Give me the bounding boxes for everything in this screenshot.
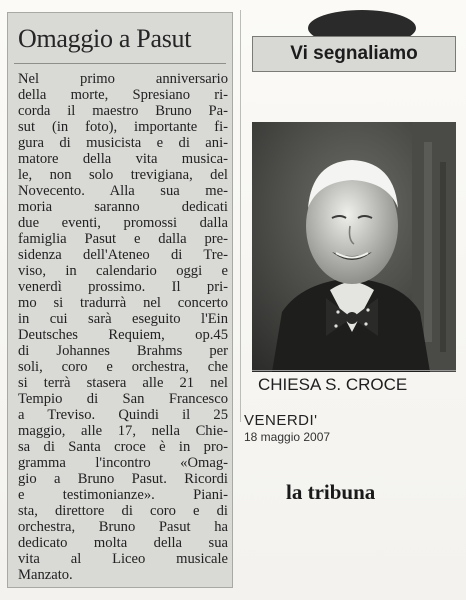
- article-line: e testimonianze». Piani-: [18, 487, 228, 503]
- title-divider: [14, 63, 226, 64]
- article-line: orchestra, Bruno Pasut ha: [18, 519, 228, 535]
- article-line: in cui sarà eseguito l'Ein: [18, 311, 228, 327]
- article-column: [7, 12, 233, 588]
- article-body: [18, 71, 228, 583]
- article-line: maggio, alle 17, nella Chie-: [18, 423, 228, 439]
- badge-banner: [252, 36, 456, 72]
- recommendation-box: [246, 10, 456, 410]
- article-line: Novecento. Alla sua me-: [18, 183, 228, 199]
- article-line: matore della vita musica-: [18, 151, 228, 167]
- article-title: Omaggio a Pasut: [18, 24, 192, 53]
- article-line: venerdì prossimo. Il pri-: [18, 279, 228, 295]
- article-line: Deutsches Requiem, op.45: [18, 327, 228, 343]
- photo-caption: CHIESA S. CROCE: [252, 370, 456, 398]
- article-line: corda il maestro Bruno Pa-: [18, 103, 228, 119]
- article-line: moria saranno dedicati: [18, 199, 228, 215]
- article-line: due eventi, promossi dalla: [18, 215, 228, 231]
- article-line: mo si tradurrà nel concerto: [18, 295, 228, 311]
- article-line: gura di musicista e di ani-: [18, 135, 228, 151]
- article-line: Tempio di San Francesco: [18, 391, 228, 407]
- article-line: famiglia Pasut e dalla pre-: [18, 231, 228, 247]
- article-line: Manzato.: [18, 567, 73, 583]
- newspaper-name: la tribuna: [286, 480, 376, 504]
- article-line: sa di Santa croce è in pro-: [18, 439, 228, 455]
- badge-label: Vi segnaliamo: [290, 43, 418, 64]
- publication-date: 18 maggio 2007: [244, 430, 331, 444]
- article-line: gramma l'incontro «Omag-: [18, 455, 228, 471]
- article-line: Nel primo anniversario: [18, 71, 228, 87]
- column-divider: [240, 10, 241, 422]
- article-line: a Treviso. Quindi il 25: [18, 407, 228, 423]
- article-line: dedicato molta della sua: [18, 535, 228, 551]
- article-line: vita al Liceo musicale: [18, 551, 228, 567]
- article-line: di Johannes Brahms per: [18, 343, 228, 359]
- article-line: sut (in foto), importante fi-: [18, 119, 228, 135]
- article-line: le, non solo trevigiana, del: [18, 167, 228, 183]
- article-line: si terrà stasera alle 21 nel: [18, 375, 228, 391]
- article-line: gio a Bruno Pasut. Ricordi: [18, 471, 228, 487]
- publication-day: VENERDI': [244, 412, 318, 429]
- article-line: sidenza dell'Ateneo di Tre-: [18, 247, 228, 263]
- article-line: soli, coro e orchestra, che: [18, 359, 228, 375]
- article-line: sta, direttore di coro e di: [18, 503, 228, 519]
- portrait-illustration: [252, 122, 456, 372]
- portrait-photo: [252, 122, 456, 372]
- article-line: della morte, Spresiano ri-: [18, 87, 228, 103]
- article-line: viso, in calendario oggi e: [18, 263, 228, 279]
